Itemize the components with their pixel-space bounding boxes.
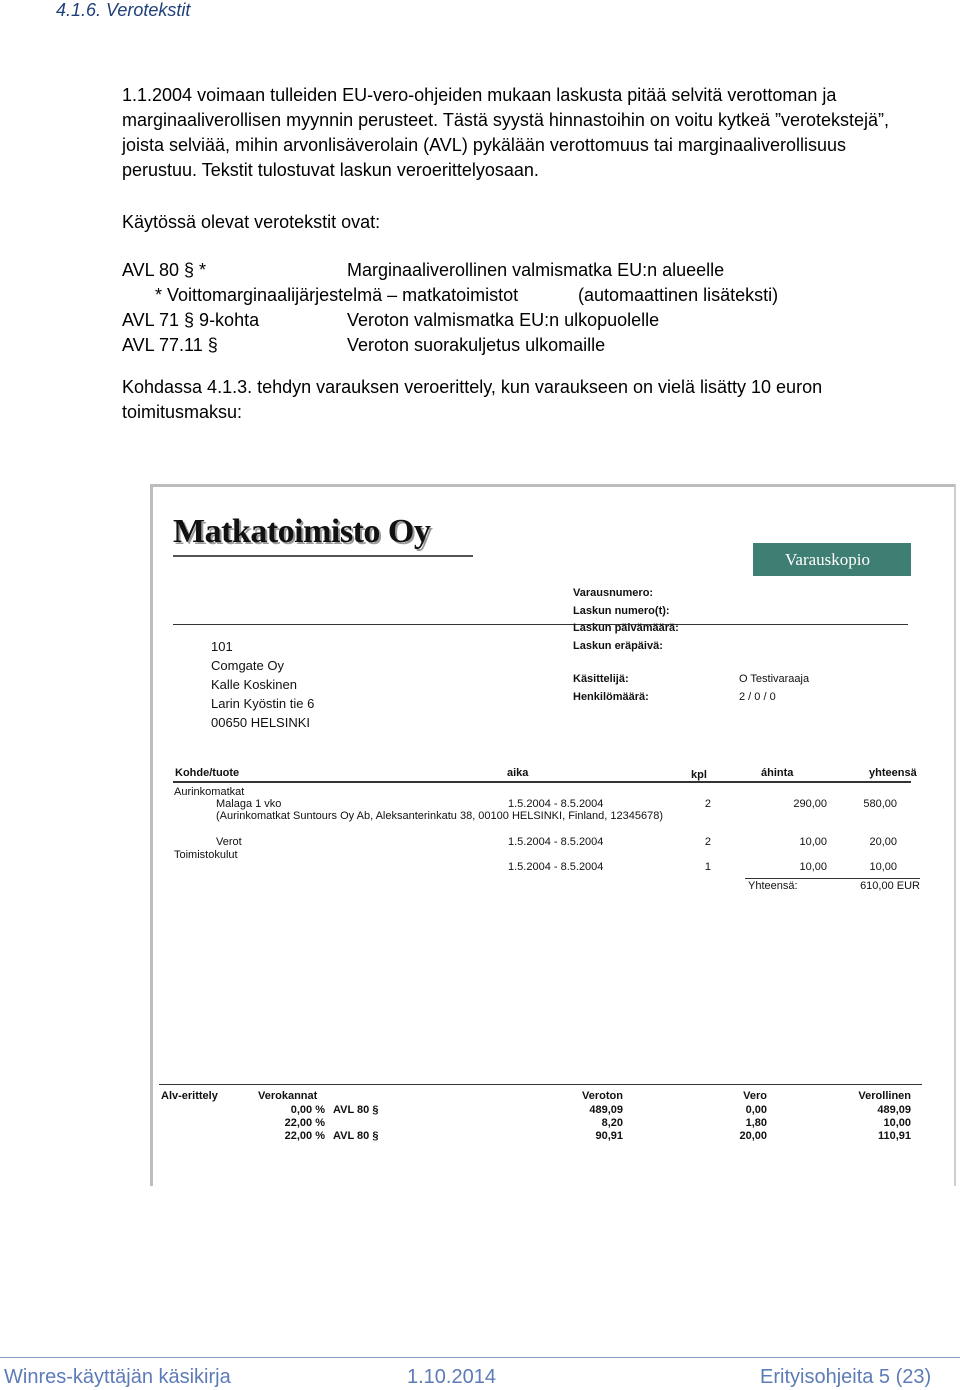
section-title: 4.1.6. Verotekstit — [56, 0, 191, 20]
vat-vero: 20,00 — [739, 1130, 767, 1142]
address-line: Larin Kyöstin tie 6 — [211, 696, 315, 711]
handler-value: O Testivaraaja — [739, 673, 810, 685]
page-footer — [0, 1357, 960, 1390]
row-total: 580,00 — [863, 798, 897, 810]
list-intro: Käytössä olevat verotekstit ovat: — [122, 212, 381, 232]
vat-col-verollinen: Verollinen — [858, 1090, 911, 1102]
vat-col-veroton: Veroton — [582, 1090, 623, 1102]
avl-code: AVL 77.11 § — [122, 335, 218, 355]
address-line: Kalle Koskinen — [211, 677, 297, 692]
vat-vero: 1,80 — [745, 1117, 767, 1129]
avl-code: AVL 71 § 9-kohta — [122, 310, 260, 330]
row-group: Aurinkomatkat — [174, 786, 245, 798]
persons-label: Henkilömäärä: — [573, 690, 649, 703]
meta-label: Varausnumero: — [573, 587, 654, 599]
company-name: Matkatoimisto Oy — [173, 513, 431, 550]
vat-col-rates: Verokannat — [258, 1090, 318, 1102]
footer-date: 1.10.2014 — [407, 1366, 496, 1388]
persons-value: 2 / 0 / 0 — [739, 690, 776, 703]
handler-label: Käsittelijä: — [573, 673, 629, 685]
avl-row — [122, 333, 882, 358]
row-date: 1.5.2004 - 8.5.2004 — [508, 798, 604, 810]
avl-row — [122, 308, 882, 333]
avl-sub-note: (automaattinen lisäteksti) — [578, 285, 779, 305]
address-line: 101 — [211, 639, 233, 654]
avl-subrow — [122, 283, 882, 308]
row-product: Verot — [216, 836, 242, 848]
row-kpl: 1 — [704, 861, 711, 873]
table-header-rule — [173, 781, 911, 783]
avl-desc: Marginaaliverollinen valmismatka EU:n alueelle — [347, 260, 725, 280]
invoice-image — [150, 484, 956, 1186]
col-kpl: kpl — [691, 769, 707, 781]
vat-rate: 0,00 % — [290, 1104, 325, 1116]
vat-col-vero: Vero — [743, 1090, 767, 1102]
footer-manual: Winres-käyttäjän käsikirja — [4, 1366, 231, 1388]
vat-code: AVL 80 § — [333, 1130, 379, 1142]
vat-vero: 0,00 — [745, 1104, 767, 1116]
recipient-address — [211, 637, 314, 732]
vat-verollinen: 110,91 — [877, 1130, 911, 1142]
invoice-handler — [573, 671, 809, 706]
avl-sub-text: * Voittomarginaalijärjestelmä – matkatoimistot — [155, 285, 519, 305]
avl-list — [122, 258, 882, 358]
total-rule — [745, 878, 920, 879]
intro-line: 1.1.2004 voimaan tulleiden EU-vero-ohjeiden mukaan laskusta pitää selvitä verottoman ja — [122, 85, 837, 105]
row-date: 1.5.2004 - 8.5.2004 — [508, 861, 604, 873]
row-price: 10,00 — [799, 861, 827, 873]
outro-line: toimitusmaksu: — [122, 402, 243, 422]
meta-label: Laskun numero(t): — [573, 604, 670, 617]
invoice-meta — [573, 585, 679, 655]
row-price: 290,00 — [793, 798, 827, 810]
col-kohde: Kohde/tuote — [175, 767, 240, 779]
vat-rate: 22,00 % — [284, 1130, 325, 1142]
company-underline — [173, 555, 473, 557]
intro-paragraph — [122, 83, 922, 183]
col-yhteensa: yhteensä — [869, 767, 917, 779]
address-line: 00650 HELSINKI — [211, 715, 311, 730]
row-kpl: 2 — [704, 798, 711, 810]
varauskopio-banner: Varauskopio — [753, 543, 911, 576]
footer-section-page: Erityisohjeita 5 (23) — [760, 1366, 932, 1388]
vat-veroton: 90,91 — [595, 1130, 623, 1142]
row-kpl: 2 — [704, 836, 711, 848]
row-price: 10,00 — [799, 836, 827, 848]
col-aika: aika — [507, 767, 529, 779]
outro-line: Kohdassa 4.1.3. tehdyn varauksen veroerittely, kun varaukseen on vielä lisätty 10 euron — [122, 377, 823, 397]
row-product: Toimistokulut — [174, 849, 238, 861]
row-total: 20,00 — [869, 836, 897, 848]
header-divider — [173, 624, 908, 625]
meta-label: Laskun päivämäärä: — [573, 622, 679, 634]
vat-title: Alv-erittely — [161, 1090, 218, 1102]
row-total: 10,00 — [869, 861, 897, 873]
avl-desc: Veroton valmismatka EU:n ulkopuolelle — [347, 310, 660, 330]
intro-line: marginaaliverollisen myynnin perusteet. Tästä syystä hinnastoihin on voitu kytkeä ”verotekstejä”, — [122, 110, 890, 130]
row-product: Malaga 1 vko — [216, 798, 282, 810]
avl-desc: Veroton suorakuljetus ulkomaille — [347, 335, 606, 355]
address-line: Comgate Oy — [211, 658, 284, 673]
vat-rate: 22,00 % — [284, 1117, 325, 1129]
vat-verollinen: 10,00 — [883, 1117, 911, 1129]
vat-rule — [159, 1084, 922, 1085]
total-value: 610,00 EUR — [860, 880, 920, 892]
intro-line: joista selviää, mihin arvonlisäverolain (AVL) pykälään verottomuus tai marginaaliverollisuus — [122, 135, 846, 155]
meta-label: Laskun eräpäivä: — [573, 639, 663, 652]
row-date: 1.5.2004 - 8.5.2004 — [508, 836, 604, 848]
vat-veroton: 8,20 — [601, 1117, 623, 1129]
col-ahinta: áhinta — [761, 767, 794, 779]
intro-line: perustuu. Tekstit tulostuvat laskun veroerittelyosaan. — [122, 160, 539, 180]
vat-veroton: 489,09 — [589, 1104, 623, 1116]
vat-verollinen: 489,09 — [877, 1104, 911, 1116]
total-label: Yhteensä: — [748, 880, 798, 892]
vat-code: AVL 80 § — [333, 1104, 379, 1116]
avl-row — [122, 258, 882, 283]
avl-code: AVL 80 § * — [122, 260, 207, 280]
outro-paragraph — [122, 375, 922, 425]
table-header — [173, 767, 917, 781]
row-supplier: (Aurinkomatkat Suntours Oy Ab, Aleksanterinkatu 38, 00100 HELSINKI, Finland, 12345678) — [216, 810, 663, 822]
